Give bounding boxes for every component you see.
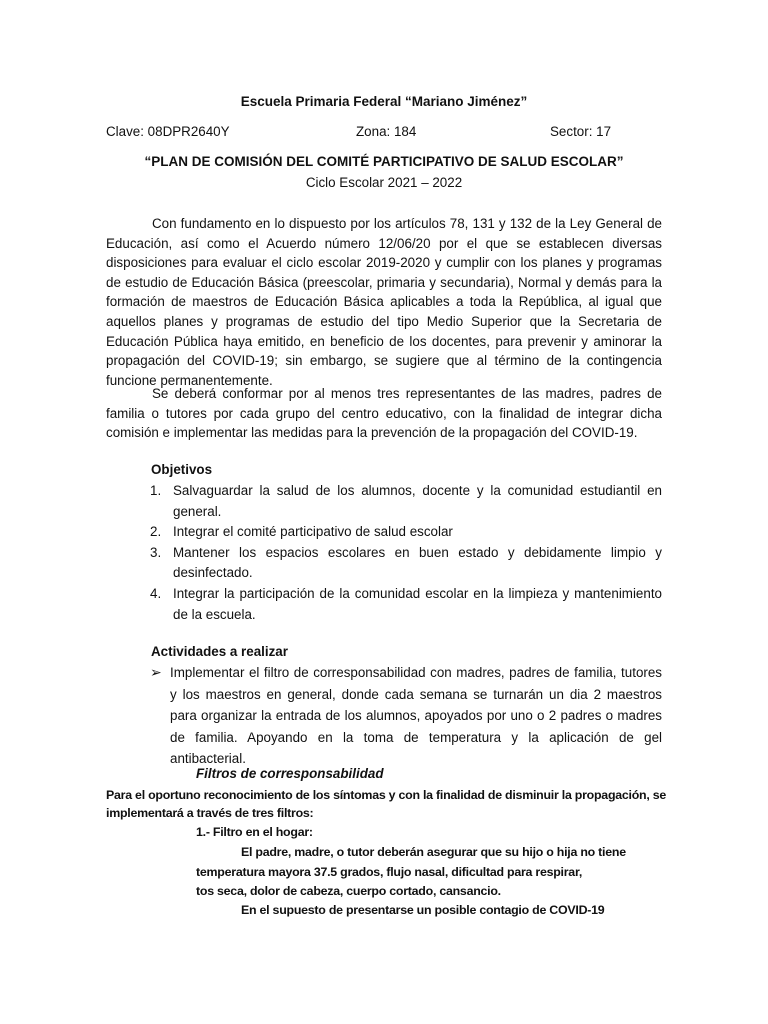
objectives-heading: Objetivos: [151, 462, 213, 477]
item-number: 4.: [150, 585, 162, 601]
filter1-text-line: tos seca, dolor de cabeza, cuerpo cortado, cansancio.: [196, 884, 501, 898]
school-year: Ciclo Escolar 2021 – 2022: [305, 175, 463, 190]
arrow-bullet-icon: ➢: [150, 664, 162, 680]
filters-intro-line: Para el oportuno reconocimiento de los síntomas y con la finalidad de disminuir la propagación, se: [106, 788, 667, 802]
filter1-text-line: El padre, madre, o tutor deberán asegurar que su hijo o hija no tiene: [241, 845, 626, 859]
list-item: [150, 481, 662, 522]
item-text: Integrar el comité participativo de salud escolar: [173, 524, 453, 540]
foundation-paragraph: Con fundamento en lo dispuesto por los artículos 78, 131 y 132 de la Ley General de Educación, así como el Acuerdo número 12/06/20 por el que se establecen diversas disposiciones para evaluar el ciclo escolar 2019-2020 y cumplir con los planes y programas de estudio de Educación Básica (preescolar, primaria y secundaria), Normal y demás para la formación de maestros de Educación Básica aplicables a toda la República, al igual que aquellos planes y programas de estudio del tipo Medio Superior que la Secretaria de Educación Pública haya emitido, en beneficio de los docentes, para prevenir y aminorar la propagación del COVID-19; sin embargo, se sugiere que al término de la contingencia funcione permanentemente.: [106, 216, 662, 388]
list-item: [150, 522, 662, 543]
item-text: Integrar la participación de la comunidad escolar en la limpieza y mantenimiento de la escuela.: [173, 585, 662, 622]
filter1-title: 1.- Filtro en el hogar:: [196, 825, 313, 839]
sector-label: Sector: 17: [550, 124, 612, 139]
activity-bullet: [150, 662, 662, 770]
objectives-list: [150, 481, 662, 625]
item-number: 1.: [150, 483, 162, 498]
activity-text: Implementar el filtro de corresponsabilidad con madres, padres de familia, tutores y los maestros en general, donde cada semana se turnarán un dia 2 maestros para organizar la entrada de los alumnos, apoyados por uno o 2 padres o madres de familia. Apoyando en la toma de temperatura y la aplicación de gel antibacterial.: [170, 665, 662, 766]
activities-heading: Actividades a realizar: [151, 644, 288, 659]
list-item: [150, 543, 662, 584]
clave-label: Clave: 08DPR2640Y: [106, 124, 230, 139]
filters-title: Filtros de corresponsabilidad: [196, 766, 384, 781]
plan-title: “PLAN DE COMISIÓN DEL COMITÉ PARTICIPATIVO DE SALUD ESCOLAR”: [144, 154, 624, 169]
filter1-text-line: temperatura mayora 37.5 grados, flujo nasal, dificultad para respirar,: [196, 865, 583, 879]
list-item: [150, 584, 662, 625]
filters-intro-line: implementará a través de tres filtros:: [106, 806, 314, 820]
commission-paragraph: Se deberá conformar por al menos tres representantes de las madres, padres de familia o tutores por cada grupo del centro educativo, con la finalidad de integrar dicha comisión e implementar las medidas para la prevención de la propagación del COVID-19.: [106, 386, 662, 441]
item-number: 2.: [150, 524, 162, 540]
item-text: Salvaguardar la salud de los alumnos, docente y la comunidad estudiantil en general.: [173, 483, 662, 519]
filter1-text-line: En el supuesto de presentarse un posible contagio de COVID-19: [241, 903, 605, 917]
zona-label: Zona: 184: [356, 124, 417, 139]
item-number: 3.: [150, 544, 162, 560]
school-name: Escuela Primaria Federal “Mariano Jiménez”: [240, 94, 528, 109]
item-text: Mantener los espacios escolares en buen estado y debidamente limpio y desinfectado.: [173, 544, 662, 581]
